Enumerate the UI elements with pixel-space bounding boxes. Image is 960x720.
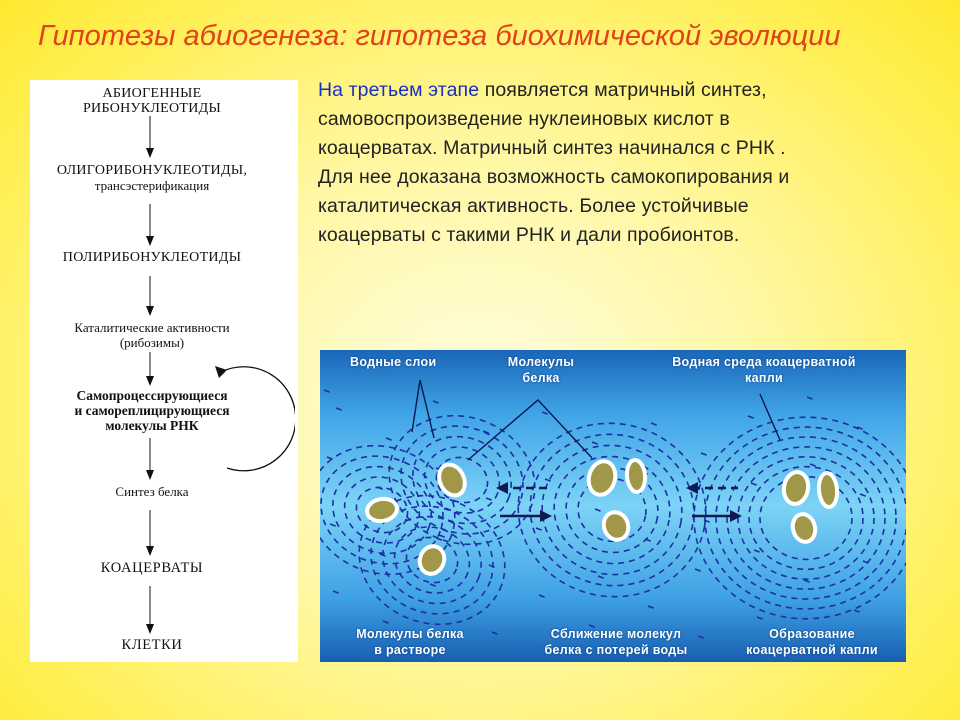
water-layer [518,421,706,598]
protein-molecule [781,470,810,506]
down-arrow-icon [145,438,155,480]
paragraph-text: самовоспроизведение нуклеиновых кислот в [318,108,730,130]
water-dash [336,408,344,411]
step-label: КОАЦЕРВАТЫ [100,560,204,576]
water-dash [854,610,862,613]
description-paragraph [318,76,938,250]
label-line: белка с потерей воды [544,643,688,657]
step-label: Синтез белка [115,484,189,499]
water-dash [536,528,544,531]
down-arrow-icon [145,510,155,556]
water-dash [751,483,759,486]
water-dash [860,494,868,497]
water-dash [383,621,391,624]
down-arrow-icon [145,204,155,246]
label-line: Молекулы белка [356,627,464,641]
water-dash [804,580,812,583]
water-dash [486,498,494,501]
water-dash [757,617,765,620]
paragraph-text: Для нее доказана возможность самокопирования и [318,166,790,188]
step-label: Каталитические активности [74,320,230,335]
step-coacervates [30,561,274,576]
label-line: в растворе [374,643,446,657]
protein-molecule [790,512,818,545]
label-coacervate-medium [646,354,882,386]
protein-molecule [600,509,632,544]
water-dash [592,442,600,445]
cycle-arrow-icon [185,360,295,478]
protein-molecule [818,472,839,507]
water-dash [810,464,818,467]
label-line: капли [745,371,783,385]
step-label: и самореплицирующиеся [74,403,230,418]
stage-highlight: На третьем этапе [318,79,480,101]
step-label: АБИОГЕННЫЕ [102,86,202,101]
water-layer [504,409,719,612]
step-label: ПОЛИРИБОНУКЛЕОТИДЫ [62,250,242,265]
label-proteins-in-solution [324,626,496,658]
water-dash [430,584,438,587]
down-arrow-icon [145,586,155,634]
protein-molecule [416,543,448,578]
flow-diagram [30,80,298,662]
label-line: Молекулы [507,355,575,369]
step-abiogenic-ribonucleotides [30,86,274,116]
step-catalytic-activity [30,320,274,350]
paragraph-text: коацерватах. Матричный синтез начинался с РНК . [318,137,786,159]
step-sublabel: (рибозимы) [119,335,185,350]
water-dash [863,561,871,564]
step-label: РИБОНУКЛЕОТИДЫ [82,101,222,116]
water-dash [648,606,656,609]
protein-molecule [365,497,398,524]
water-dash [598,576,606,579]
water-dash [695,569,703,572]
water-dash [433,401,441,404]
step-label: Самопроцессирующиеся [76,388,228,403]
label-line: Сближение молекул [550,627,682,641]
coacervate-drawing [320,350,906,662]
water-dash [380,554,388,557]
down-arrow-icon [145,276,155,316]
step-polyribonucleotides [30,250,274,265]
water-dash [333,591,341,594]
water-dash [807,397,815,400]
water-dash [386,438,394,441]
step-label: молекулы РНК [105,418,199,433]
label-water-layers: Водные слои [350,355,437,369]
water-dash [645,539,653,542]
coacervate-illustration [320,350,906,662]
water-dash [324,390,332,393]
label-line: белка [522,371,560,385]
step-protein-synthesis [30,484,274,499]
label-line: Образование [769,627,855,641]
label-line: Водная среда коацерватной [672,355,856,369]
water-dash [701,453,709,456]
page-title: Гипотезы абиогенеза: гипотеза биохимической эволюции [38,20,841,52]
down-arrow-icon [145,352,155,386]
label-line: коацерватной капли [746,643,878,657]
step-sublabel: трансэстерификация [94,178,210,193]
water-dash [539,595,547,598]
paragraph-text: каталитическая активность. Более устойчивые [318,195,749,217]
water-dash [545,479,553,482]
step-cells [30,638,274,653]
paragraph-text: появляется матричный синтез, [479,79,767,101]
water-dash [748,416,756,419]
down-arrow-icon [145,116,155,158]
protein-molecule [626,459,647,492]
label-protein-molecules [498,354,584,386]
water-dash [439,535,447,538]
label-approach-water-loss [516,626,716,658]
step-label: ОЛИГОРИБОНУКЛЕОТИДЫ, [56,163,248,178]
water-dash [651,423,659,426]
step-label: КЛЕТКИ [121,637,183,653]
water-dash [595,509,603,512]
protein-molecule [585,458,619,498]
paragraph-text: коацерваты с такими РНК и дали пробионтов. [318,224,740,246]
label-droplet-formation [720,626,904,658]
step-oligoribonucleotides [30,163,274,193]
